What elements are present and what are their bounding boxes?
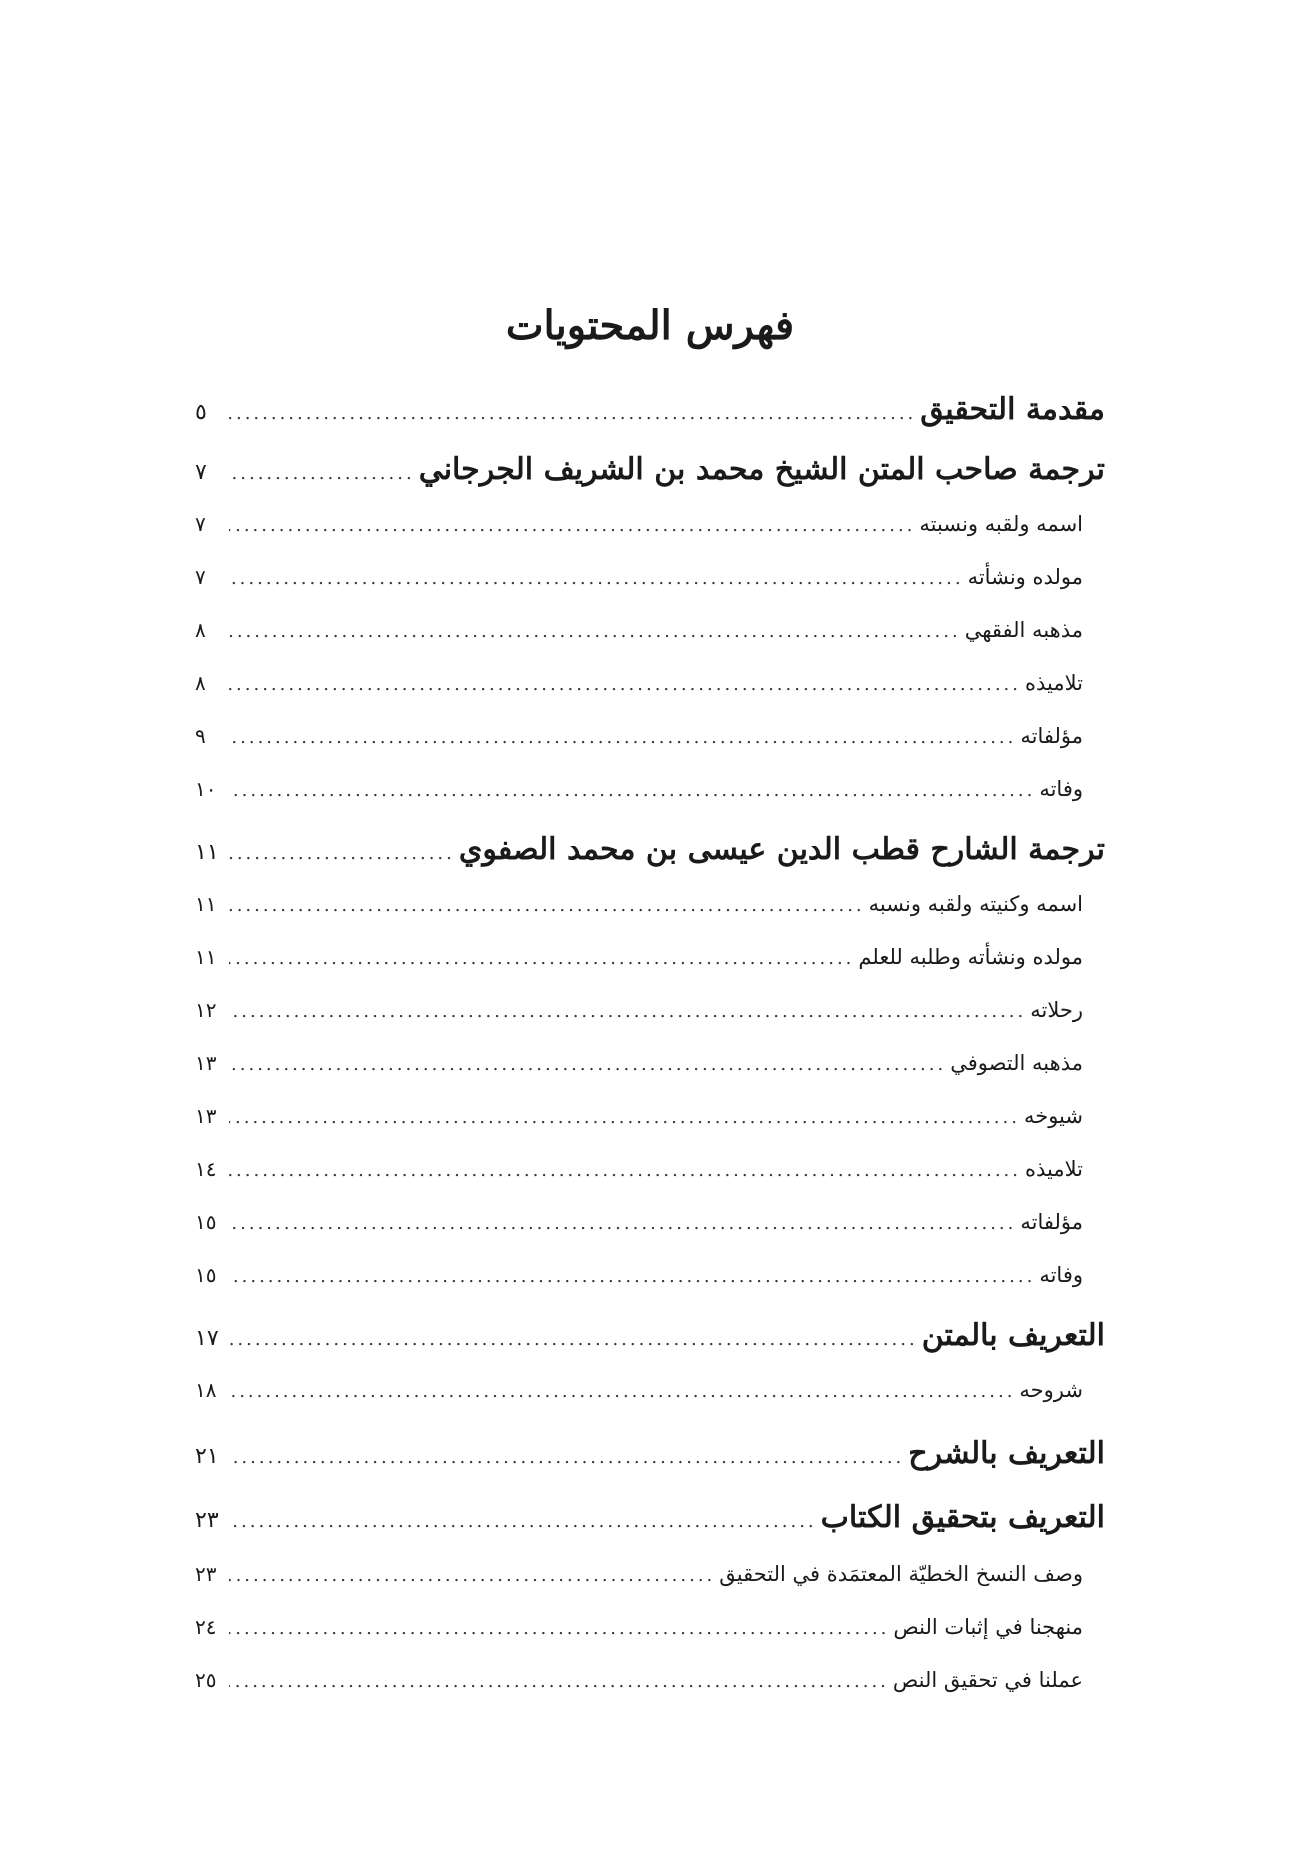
dot-leader (229, 1447, 904, 1468)
toc-entry[interactable] (195, 945, 1083, 969)
dot-leader (229, 727, 1016, 748)
toc-entry-title: رحلاته (1030, 998, 1083, 1022)
toc-entry[interactable] (195, 724, 1083, 748)
toc-entry-page: ١٤ (195, 1157, 217, 1181)
toc-entry-title: اسمه وكنيته ولقبه ونسبه (868, 892, 1083, 916)
toc-entry-page: ١٣ (195, 1104, 217, 1128)
toc-entry-page: ١٥ (195, 1263, 217, 1287)
toc-entry-title: تلاميذه (1025, 671, 1083, 695)
toc-entry-title: مولده ونشأته وطلبه للعلم (858, 945, 1083, 969)
toc-entry[interactable] (195, 1615, 1083, 1639)
toc-entry-page: ١٣ (195, 1051, 217, 1075)
dot-leader (229, 403, 916, 424)
dot-leader (229, 1266, 1035, 1287)
toc-entry-page: ٧ (195, 565, 206, 589)
toc-entry-title: شيوخه (1023, 1104, 1083, 1128)
toc-entry[interactable] (195, 392, 1105, 427)
dot-leader (229, 1329, 918, 1350)
dot-leader (229, 674, 1021, 695)
toc-entry[interactable] (195, 1668, 1083, 1692)
toc-entry[interactable] (195, 565, 1083, 589)
toc-entry-page: ١١ (195, 945, 217, 969)
toc-entry-page: ٩ (195, 724, 206, 748)
toc-entry-title: عملنا في تحقيق النص (892, 1668, 1083, 1692)
toc-entry-title: اسمه ولقبه ونسبته (919, 512, 1083, 536)
toc-entry[interactable] (195, 1104, 1083, 1128)
dot-leader (229, 1671, 889, 1692)
toc-entry-page: ١٥ (195, 1210, 217, 1234)
toc-entry-title: ترجمة صاحب المتن الشيخ محمد بن الشريف الجرجاني (418, 452, 1105, 487)
toc-entry-page: ٥ (195, 400, 207, 425)
toc-entry-title: مذهبه الفقهي (964, 618, 1083, 642)
dot-leader (229, 1618, 889, 1639)
toc-entry-title: وفاته (1039, 777, 1083, 801)
toc-entry[interactable] (195, 998, 1083, 1022)
toc-entry-page: ٧ (195, 512, 206, 536)
toc-entry-page: ١١ (195, 840, 219, 865)
toc-entry-page: ٢٣ (195, 1508, 219, 1533)
toc-entry-title: مقدمة التحقيق (920, 392, 1105, 427)
toc-entry-page: ١٨ (195, 1378, 217, 1402)
dot-leader (229, 621, 961, 642)
toc-entry-title: التعريف بالمتن (921, 1318, 1105, 1353)
dot-leader (229, 463, 415, 484)
toc-entry-title: منهجنا في إثبات النص (893, 1615, 1083, 1639)
toc-entry-page: ١٢ (195, 998, 217, 1022)
toc-entry-page: ٢٥ (195, 1668, 217, 1692)
toc-entry[interactable] (195, 512, 1083, 536)
dot-leader (229, 843, 455, 864)
dot-leader (229, 1160, 1021, 1181)
toc-entry-title: وفاته (1039, 1263, 1083, 1287)
toc-entry[interactable] (195, 1157, 1083, 1181)
toc-entry[interactable] (195, 777, 1083, 801)
dot-leader (229, 568, 964, 589)
toc-entry-title: تلاميذه (1025, 1157, 1083, 1181)
toc-entry[interactable] (195, 832, 1105, 867)
dot-leader (229, 515, 915, 536)
toc-entry-page: ٨ (195, 618, 206, 642)
toc-entry-title: التعريف بالشرح (908, 1436, 1105, 1471)
toc-entry[interactable] (195, 618, 1083, 642)
toc-entry-page: ٨ (195, 671, 206, 695)
dot-leader (229, 1054, 946, 1075)
toc-entry[interactable] (195, 1263, 1083, 1287)
toc-entry-title: شروحه (1019, 1378, 1083, 1402)
toc-entry-page: ٧ (195, 460, 207, 485)
dot-leader (229, 1511, 817, 1532)
dot-leader (229, 780, 1035, 801)
dot-leader (229, 1001, 1026, 1022)
toc-entry-page: ١٠ (195, 777, 217, 801)
dot-leader (229, 895, 865, 916)
toc-entry-title: مذهبه التصوفي (950, 1051, 1083, 1075)
toc-entry[interactable] (195, 452, 1105, 487)
toc-entry-title: مولده ونشأته (967, 565, 1083, 589)
toc-entry[interactable] (195, 1500, 1105, 1535)
toc-entry-page: ٢٣ (195, 1562, 217, 1586)
toc-entry[interactable] (195, 892, 1083, 916)
toc-entry-title: مؤلفاته (1020, 724, 1083, 748)
dot-leader (229, 948, 854, 969)
toc-entry-title: مؤلفاته (1020, 1210, 1083, 1234)
toc-entry[interactable] (195, 1562, 1083, 1586)
toc-entry[interactable] (195, 1318, 1105, 1353)
toc-entry[interactable] (195, 1210, 1083, 1234)
toc-entry[interactable] (195, 1378, 1083, 1402)
toc-entry-title: وصف النسخ الخطيّة المعتمَدة في التحقيق (719, 1562, 1083, 1586)
toc-entry-page: ١٧ (195, 1326, 219, 1351)
toc-entry-page: ٢١ (195, 1444, 219, 1469)
dot-leader (229, 1107, 1020, 1128)
toc-entry-title: التعريف بتحقيق الكتاب (820, 1500, 1105, 1535)
toc-entry-title: ترجمة الشارح قطب الدين عيسى بن محمد الصفوي (458, 832, 1105, 867)
toc-entry[interactable] (195, 1051, 1083, 1075)
toc-entry[interactable] (195, 1436, 1105, 1471)
dot-leader (229, 1565, 715, 1586)
toc-entry-page: ١١ (195, 892, 217, 916)
toc-entry-page: ٢٤ (195, 1615, 217, 1639)
toc-entry[interactable] (195, 671, 1083, 695)
dot-leader (229, 1213, 1016, 1234)
dot-leader (229, 1381, 1015, 1402)
page-title: فهرس المحتويات (505, 302, 795, 349)
